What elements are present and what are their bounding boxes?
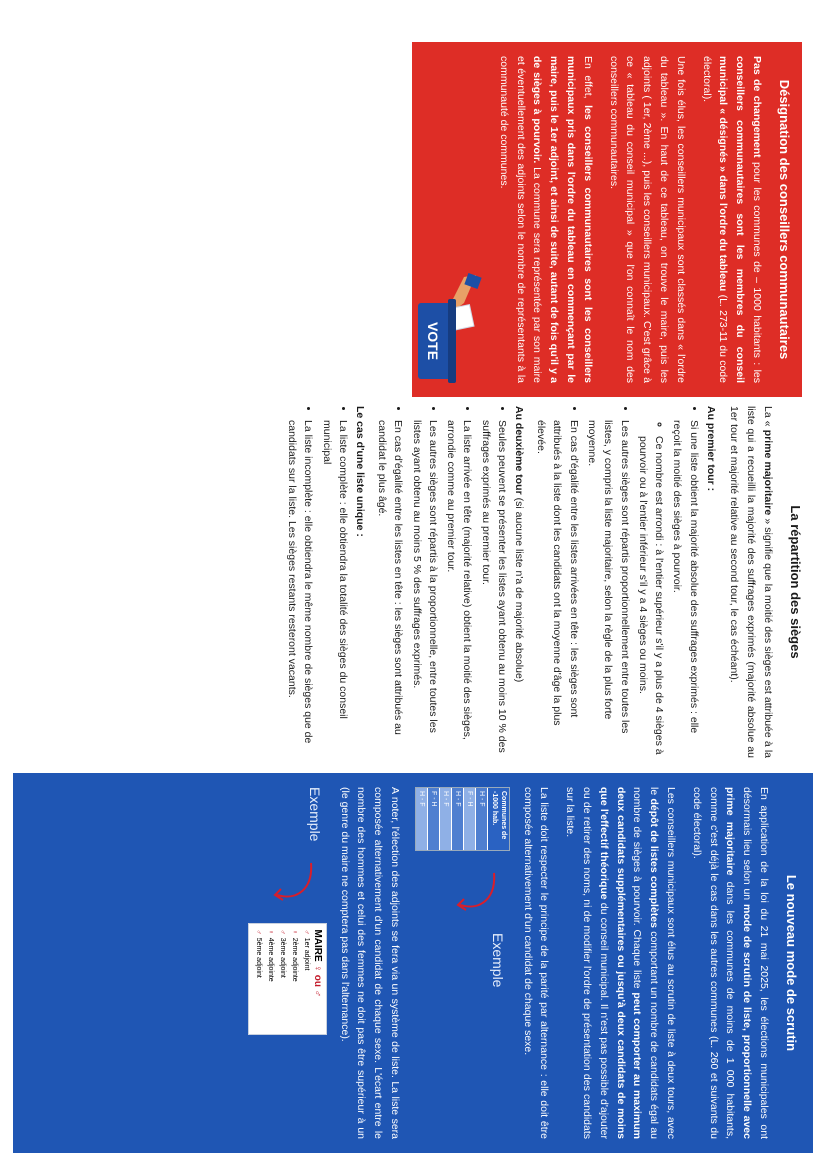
example-card-line: ♂1er adjoint — [302, 929, 310, 971]
example-table-row: F - H — [464, 788, 476, 850]
ballot-box-icon — [416, 273, 486, 383]
first-round-heading: Au premier tour : — [704, 406, 717, 492]
example-adjoints-card — [248, 923, 326, 1035]
curved-arrow-icon — [271, 859, 317, 905]
curved-arrow-icon — [454, 869, 500, 915]
vote-label: VOTE — [425, 321, 442, 361]
communautaires-paragraph-4: Si la commune ne dispose que d'un seul siège au conseil communautaire, un conseiller communautaire suppléant est désigné : c'est le deuxième membre du conseil municipal dans l'ordre du tableau (soit le 1er Adjoint). — [343, 56, 407, 383]
communautaires-paragraph-1: Pas de changement pour les communes de – 1000 habitants : les conseillers communautaires sont les membres du conseil municipal « désignés » dans l'ordre du tableau (L. 273-11 du code électoral). — [700, 56, 763, 383]
panel-title-communautaires: Désignation des conseillers communautaires — [777, 79, 792, 360]
panel-scrutin — [13, 773, 813, 1153]
list-item: • En cas d'égalité entre les listes arrivées en tête : les sièges sont attribués à la liste dont les candidats ont la moyenne d'âge la plus élevée. — [533, 420, 582, 758]
example-card-title: MAIRE ♀ ou ♂ — [311, 929, 323, 998]
list-item: • La liste incomplète : elle obtiendra le même nombre de sièges que de candidats sur la liste. Les sièges restants resteront vacants. — [284, 420, 317, 758]
panel-repartition — [286, 392, 813, 772]
second-round-list — [374, 406, 510, 758]
example-list-table — [415, 787, 510, 851]
communautaires-paragraph-3: En effet, les conseillers communautaires sont les conseillers municipaux pris dans l'ordre du tableau en commençant par le maire, puis le 1er adjoint, et ainsi de suite, autant de fois qu'il y a de sièges à pourvoir. La commune sera représentée par son maire et éventuellement des adjoints selon le nombre de représentants à la communauté de communes. — [497, 56, 594, 383]
list-item: • Les autres sièges sont répartis à la proportionnelle, entre toutes les listes ayant obtenu au moins 5 % des suffrages exprimés. — [408, 420, 441, 758]
panel-title-scrutin: Le nouveau mode de scrutin — [784, 874, 799, 1052]
list-item: • Seules peuvent se présenter les listes ayant obtenu au moins 10 % des suffrages exprimés au premier tour. — [477, 420, 510, 758]
single-list-heading: Le cas d'une liste unique : — [353, 406, 366, 537]
example-card-line: ♀4ème adjointe — [267, 929, 275, 982]
list-item: ◦ Ce nombre est arrondi : à l'entier supérieur s'il y a plus de 4 sièges à pourvoir ou à l'entier inférieur s'il y a 4 sièges ou moins. — [635, 436, 668, 758]
second-round-heading: Au deuxième tour (si aucune liste n'a de majorité absolue) — [512, 406, 525, 683]
example-table-row: H - F — [440, 788, 452, 850]
list-item: • Les autres sièges sont répartis proportionnellement entre toutes les listes, y compris la liste majoritaire, selon la règle de la plus forte moyenne. — [584, 420, 633, 758]
example-table-header: Communes de -1000 hab. — [488, 788, 509, 850]
example-label: Exemple — [306, 787, 323, 842]
vote-illustration — [416, 56, 486, 383]
list-item: • En cas d'égalité entre les listes en tête : les sièges sont attribués au candidat le plus âgé. — [374, 420, 407, 758]
list-item: • Si une liste obtient la majorité absolue des suffrages exprimés : elle reçoit la moitié des sièges à pourvoir. ◦ Ce nombre est arrondi : à l'entier supérieur s'il y a plus de 4 sièges à pourvoir ou à l'entier inférieur s'il y a 4 sièges ou moins. — [635, 420, 702, 758]
panel-communautaires — [301, 42, 802, 397]
example-card-line: ♂3ème adjoint — [279, 929, 287, 978]
example-table-row: H - F — [476, 788, 488, 850]
example-adjoints — [248, 787, 326, 1139]
communautaires-paragraph-2: Une fois élus, les conseillers municipaux sont classés dans « l'ordre du tableau ». En haut de ce tableau, on trouve le maire, puis les adjoints ( 1er, 2ème ...), puis les conseillers municipaux. C'est grâce à ce « tableau du conseil municipal » que l'on connaît le nom des conseillers communautaires. — [607, 56, 687, 383]
list-item: • La liste arrivée en tête (majorité relative) obtient la moitié des sièges, arrondie comme au premier tour. — [443, 420, 476, 758]
repartition-intro: La « prime majoritaire » signifie que la moitié des sièges est attribuée à la liste qui a recueilli la majorité des suffrages exprimés (majorité absolue au 1er tour et majorité relative au second tour, le cas échéant). — [728, 406, 774, 758]
example-card-line: ♀2ème adjointe — [290, 929, 298, 982]
list-item: • La liste complète : elle obtiendra la totalité des sièges du conseil municipal — [318, 420, 351, 758]
example-label: Exemple — [489, 933, 506, 988]
first-round-list — [533, 406, 702, 758]
scrutin-paragraph-2: Les conseillers municipaux sont élus au scrutin de liste à deux tours, avec le dépôt de listes complètes comportant un nombre de candidats égal au nombre de sièges à pourvoir. Chaque liste peut comporter au maximum deux candidats supplémentaires ou jusqu'à deux candidats de moins que l'effectif théorique du conseil municipal. Il n'est pas possible d'ajouter ou de retirer des noms, ni de modifier l'ordre de présentation des candidats sur la liste. — [564, 787, 678, 1139]
example-table-row: H - F — [452, 788, 464, 850]
scrutin-paragraph-adjoints: A noter, l'élection des adjoints se fera via un système de liste. La liste sera composée alternativement d'un candidat de chaque sexe. L'écart entre le nombre des hommes et celui des femmes ne doit pas être supérieur à un (le genre du maire ne comptera pas dans l'alternance). — [338, 787, 402, 1139]
scrutin-paragraph-1: En application de la loi du 21 mai 2025, les élections municipales ont désormais lieu selon un mode de scrutin de liste, proportionnelle avec prime majoritaire dans les communes de moins de 1 000 habitants, comme c'est déjà le cas dans les autres communes (L. 260 et suivants du code électoral). — [690, 787, 770, 1140]
single-list-list — [284, 406, 351, 758]
example-table-row: F - H — [428, 788, 440, 850]
scrutin-paragraph-parite: La liste doit respecter le principe de la parité par alternance : elle doit être composée alternativement d'un candidat de chaque sexe. — [521, 787, 551, 1139]
panel-title-repartition: La répartition des sièges — [788, 505, 803, 659]
example-card-line: ♂5ème adjoint — [255, 929, 263, 978]
communautaires-paragraph-5: Le suppléant remplacera le conseiller communautaire titulaire en cas d'absence. — [301, 56, 330, 383]
example-table-row: H - F — [416, 788, 428, 850]
example-parite — [415, 787, 510, 1139]
